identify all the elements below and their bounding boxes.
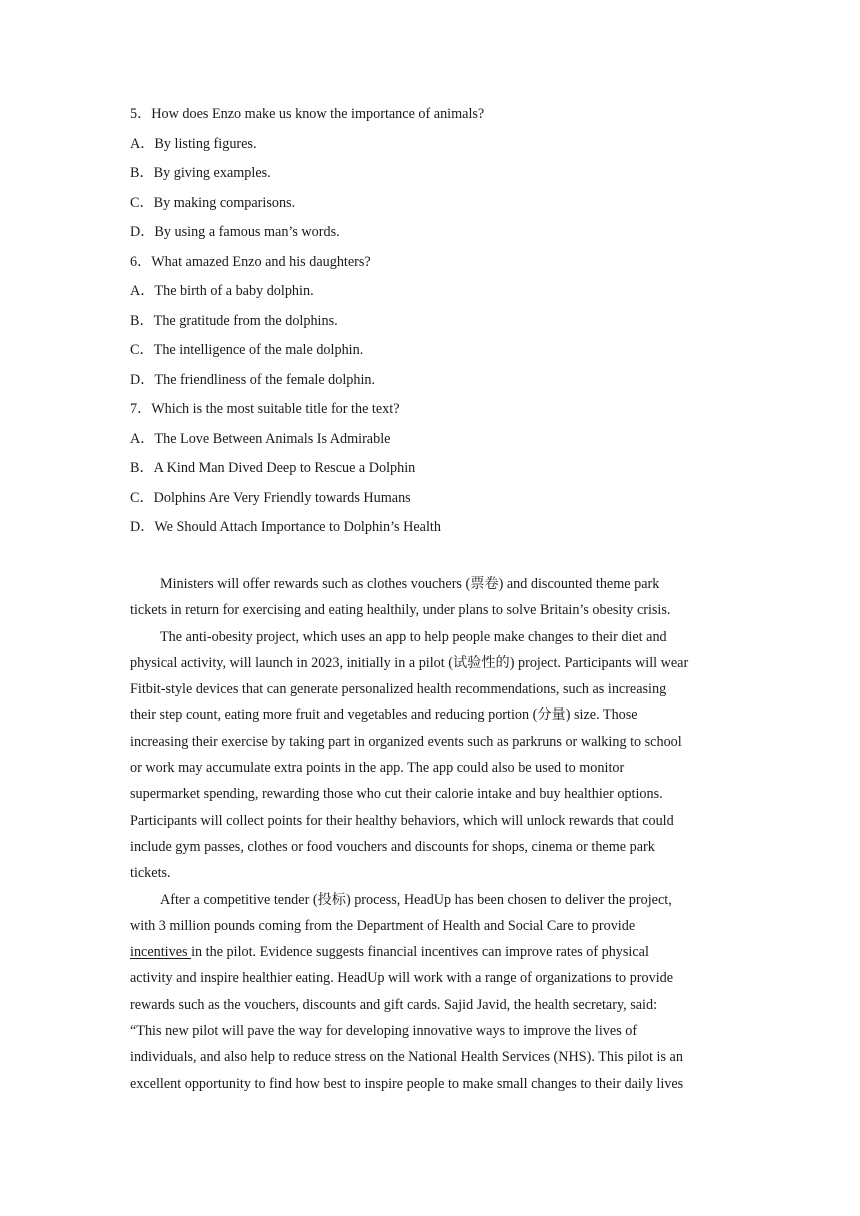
reading-passage	[130, 571, 730, 1097]
passage-line: tickets in return for exercising and eating healthily, under plans to solve Britain’s obesity crisis.	[130, 602, 671, 619]
question-stem: 5．How does Enzo make us know the importance of animals?	[130, 106, 485, 122]
underlined-word: incentives	[130, 944, 192, 961]
passage-line: tickets.	[130, 865, 171, 882]
passage-line: activity and inspire healthier eating. HeadUp will work with a range of organizations to provide	[130, 970, 674, 987]
passage-line: After a competitive tender (投标) process, HeadUp has been chosen to deliver the project,	[160, 891, 672, 908]
answer-option: B．The gratitude from the dolphins.	[130, 312, 338, 329]
question-stem: 7．Which is the most suitable title for the text?	[130, 401, 400, 417]
answer-option: A．By listing figures.	[130, 135, 257, 152]
answer-option: D．The friendliness of the female dolphin.	[130, 371, 376, 388]
passage-line-rest: in the pilot. Evidence suggests financial incentives can improve rates of physical	[191, 944, 649, 961]
answer-option: B．A Kind Man Dived Deep to Rescue a Dolphin	[130, 460, 416, 476]
passage-line: physical activity, will launch in 2023, initially in a pilot (试验性的) project. Participants will wear	[130, 654, 689, 671]
passage-line: include gym passes, clothes or food vouchers and discounts for shops, cinema or theme park	[130, 838, 655, 855]
passage-line: Fitbit-style devices that can generate personalized health recommendations, such as increasing	[130, 681, 667, 698]
passage-line: Participants will collect points for their healthy behaviors, which will unlock rewards that could	[130, 812, 674, 829]
answer-option: C．Dolphins Are Very Friendly towards Humans	[130, 489, 411, 506]
answer-option: B．By giving examples.	[130, 165, 271, 181]
passage-line: individuals, and also help to reduce stress on the National Health Services (NHS). This pilot is an	[130, 1049, 683, 1066]
passage-line: rewards such as the vouchers, discounts and gift cards. Sajid Javid, the health secretary, said:	[130, 996, 658, 1013]
answer-option: D．We Should Attach Importance to Dolphin’s Health	[130, 519, 441, 535]
passage-line: “This new pilot will pave the way for developing innovative ways to improve the lives of	[130, 1023, 638, 1040]
passage-line: excellent opportunity to find how best to inspire people to make small changes to their daily lives	[130, 1075, 684, 1092]
answer-option: A．The birth of a baby dolphin.	[130, 283, 314, 299]
answer-option: C．By making comparisons.	[130, 194, 296, 211]
answer-option: D．By using a famous man’s words.	[130, 224, 340, 240]
passage-line: or work may accumulate extra points in the app. The app could also be used to monitor	[130, 760, 625, 777]
passage-line: increasing their exercise by taking part in organized events such as parkruns or walking to school	[130, 733, 682, 750]
passage-line: their step count, eating more fruit and vegetables and reducing portion (分量) size. Those	[130, 707, 638, 724]
paragraph-1	[130, 571, 730, 624]
question-stem: 6．What amazed Enzo and his daughters?	[130, 253, 371, 270]
passage-line: with 3 million pounds coming from the Department of Health and Social Care to provide	[130, 917, 636, 934]
passage-line	[130, 939, 730, 965]
passage-line: The anti-obesity project, which uses an app to help people make changes to their diet and	[160, 628, 667, 645]
paragraph-3	[130, 887, 730, 1097]
question-list	[130, 104, 730, 547]
passage-line: supermarket spending, rewarding those who cut their calorie intake and buy healthier options.	[130, 786, 663, 803]
passage-line: Ministers will offer rewards such as clothes vouchers (票卷) and discounted theme park	[160, 576, 660, 592]
answer-option: A．The Love Between Animals Is Admirable	[130, 430, 391, 447]
answer-option: C．The intelligence of the male dolphin.	[130, 342, 364, 358]
paragraph-2	[130, 624, 730, 887]
